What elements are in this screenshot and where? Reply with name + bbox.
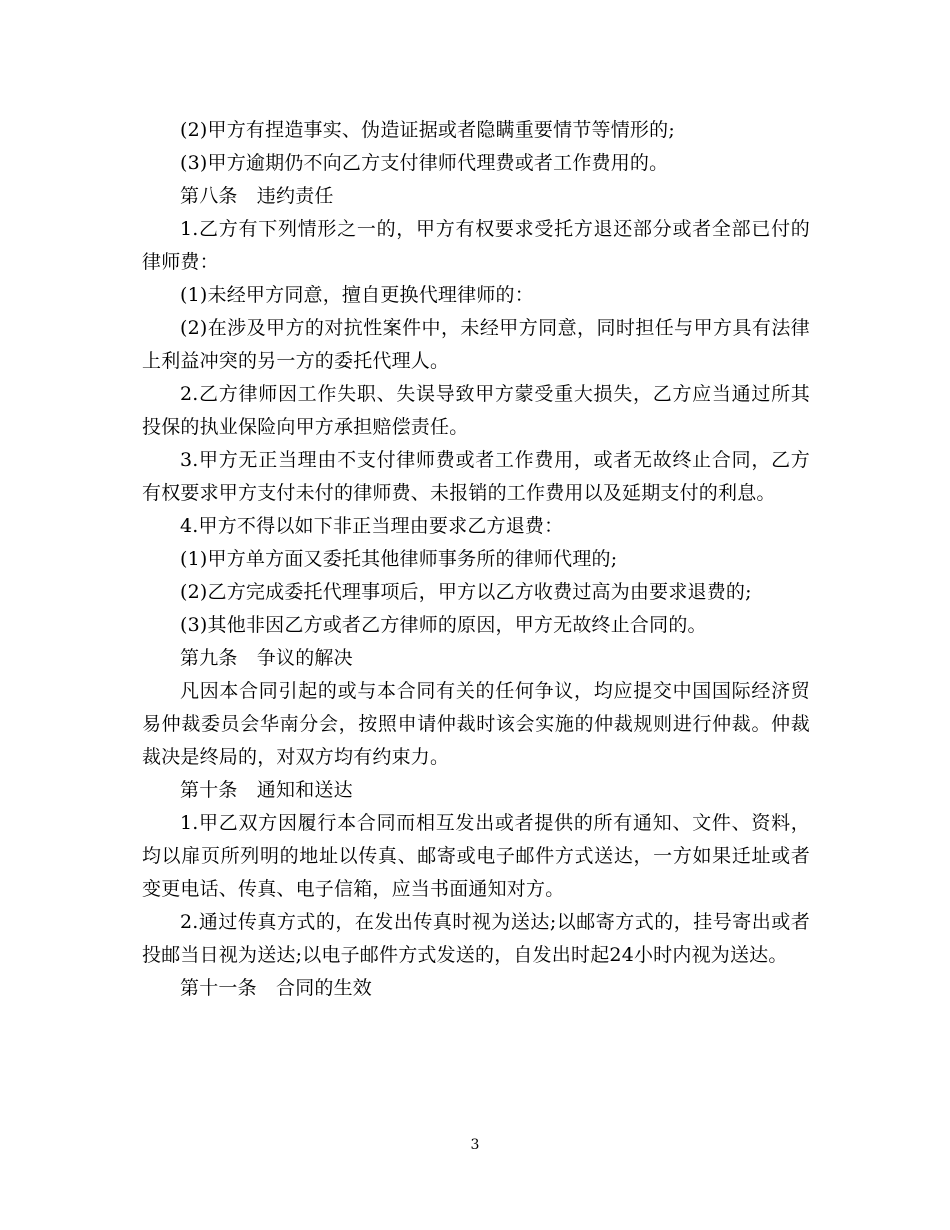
- page-number: 3: [470, 1137, 480, 1153]
- paragraph: (2)甲方有捏造事实、伪造证据或者隐瞒重要情节等情形的;: [180, 119, 675, 141]
- paragraph: (1)甲方单方面又委托其他律师事务所的律师代理的;: [180, 548, 618, 570]
- paragraph: 2.乙方律师因工作失职、失误导致甲方蒙受重大损失，乙方应当通过所其投保的执业保险向甲方承担赔偿责任。: [142, 383, 810, 438]
- paragraph: (3)其他非因乙方或者乙方律师的原因，甲方无故终止合同的。: [180, 614, 707, 636]
- paragraph: 凡因本合同引起的或与本合同有关的任何争议，均应提交中国国际经济贸易仲裁委员会华南分会，按照申请仲裁时该会实施的仲裁规则进行仲裁。仲裁裁决是终局的，对双方均有约束力。: [142, 680, 810, 768]
- paragraph: 1.乙方有下列情形之一的，甲方有权要求受托方退还部分或者全部已付的律师费：: [142, 218, 810, 273]
- paragraph: (3)甲方逾期仍不向乙方支付律师代理费或者工作费用的。: [180, 152, 669, 174]
- article-heading: 第八条 违约责任: [180, 185, 334, 207]
- paragraph: 4.甲方不得以如下非正当理由要求乙方退费：: [180, 515, 564, 537]
- paragraph: (2)在涉及甲方的对抗性案件中，未经甲方同意，同时担任与甲方具有法律上利益冲突的另一方的委托代理人。: [142, 317, 810, 372]
- paragraph: 2.通过传真方式的，在发出传真时视为送达;以邮寄方式的，挂号寄出或者投邮当日视为送达;以电子邮件方式发送的，自发出时起24小时内视为送达。: [142, 911, 810, 966]
- paragraph: (1)未经甲方同意，擅自更换代理律师的：: [180, 284, 534, 306]
- paragraph: 3.甲方无正当理由不支付律师费或者工作费用，或者无故终止合同，乙方有权要求甲方支付未付的律师费、未报销的工作费用以及延期支付的利息。: [142, 449, 810, 504]
- paragraph: 1.甲乙双方因履行本合同而相互发出或者提供的所有通知、文件、资料，均以扉页所列明的地址以传真、邮寄或电子邮件方式送达，一方如果迁址或者变更电话、传真、电子信箱，应当书面通知对方。: [142, 812, 810, 900]
- article-heading: 第十条 通知和送达: [180, 779, 353, 801]
- article-heading: 第九条 争议的解决: [180, 647, 353, 669]
- article-heading: 第十一条 合同的生效: [180, 977, 373, 999]
- document-body: [142, 114, 810, 1005]
- paragraph: (2)乙方完成委托代理事项后，甲方以乙方收费过高为由要求退费的;: [180, 581, 752, 603]
